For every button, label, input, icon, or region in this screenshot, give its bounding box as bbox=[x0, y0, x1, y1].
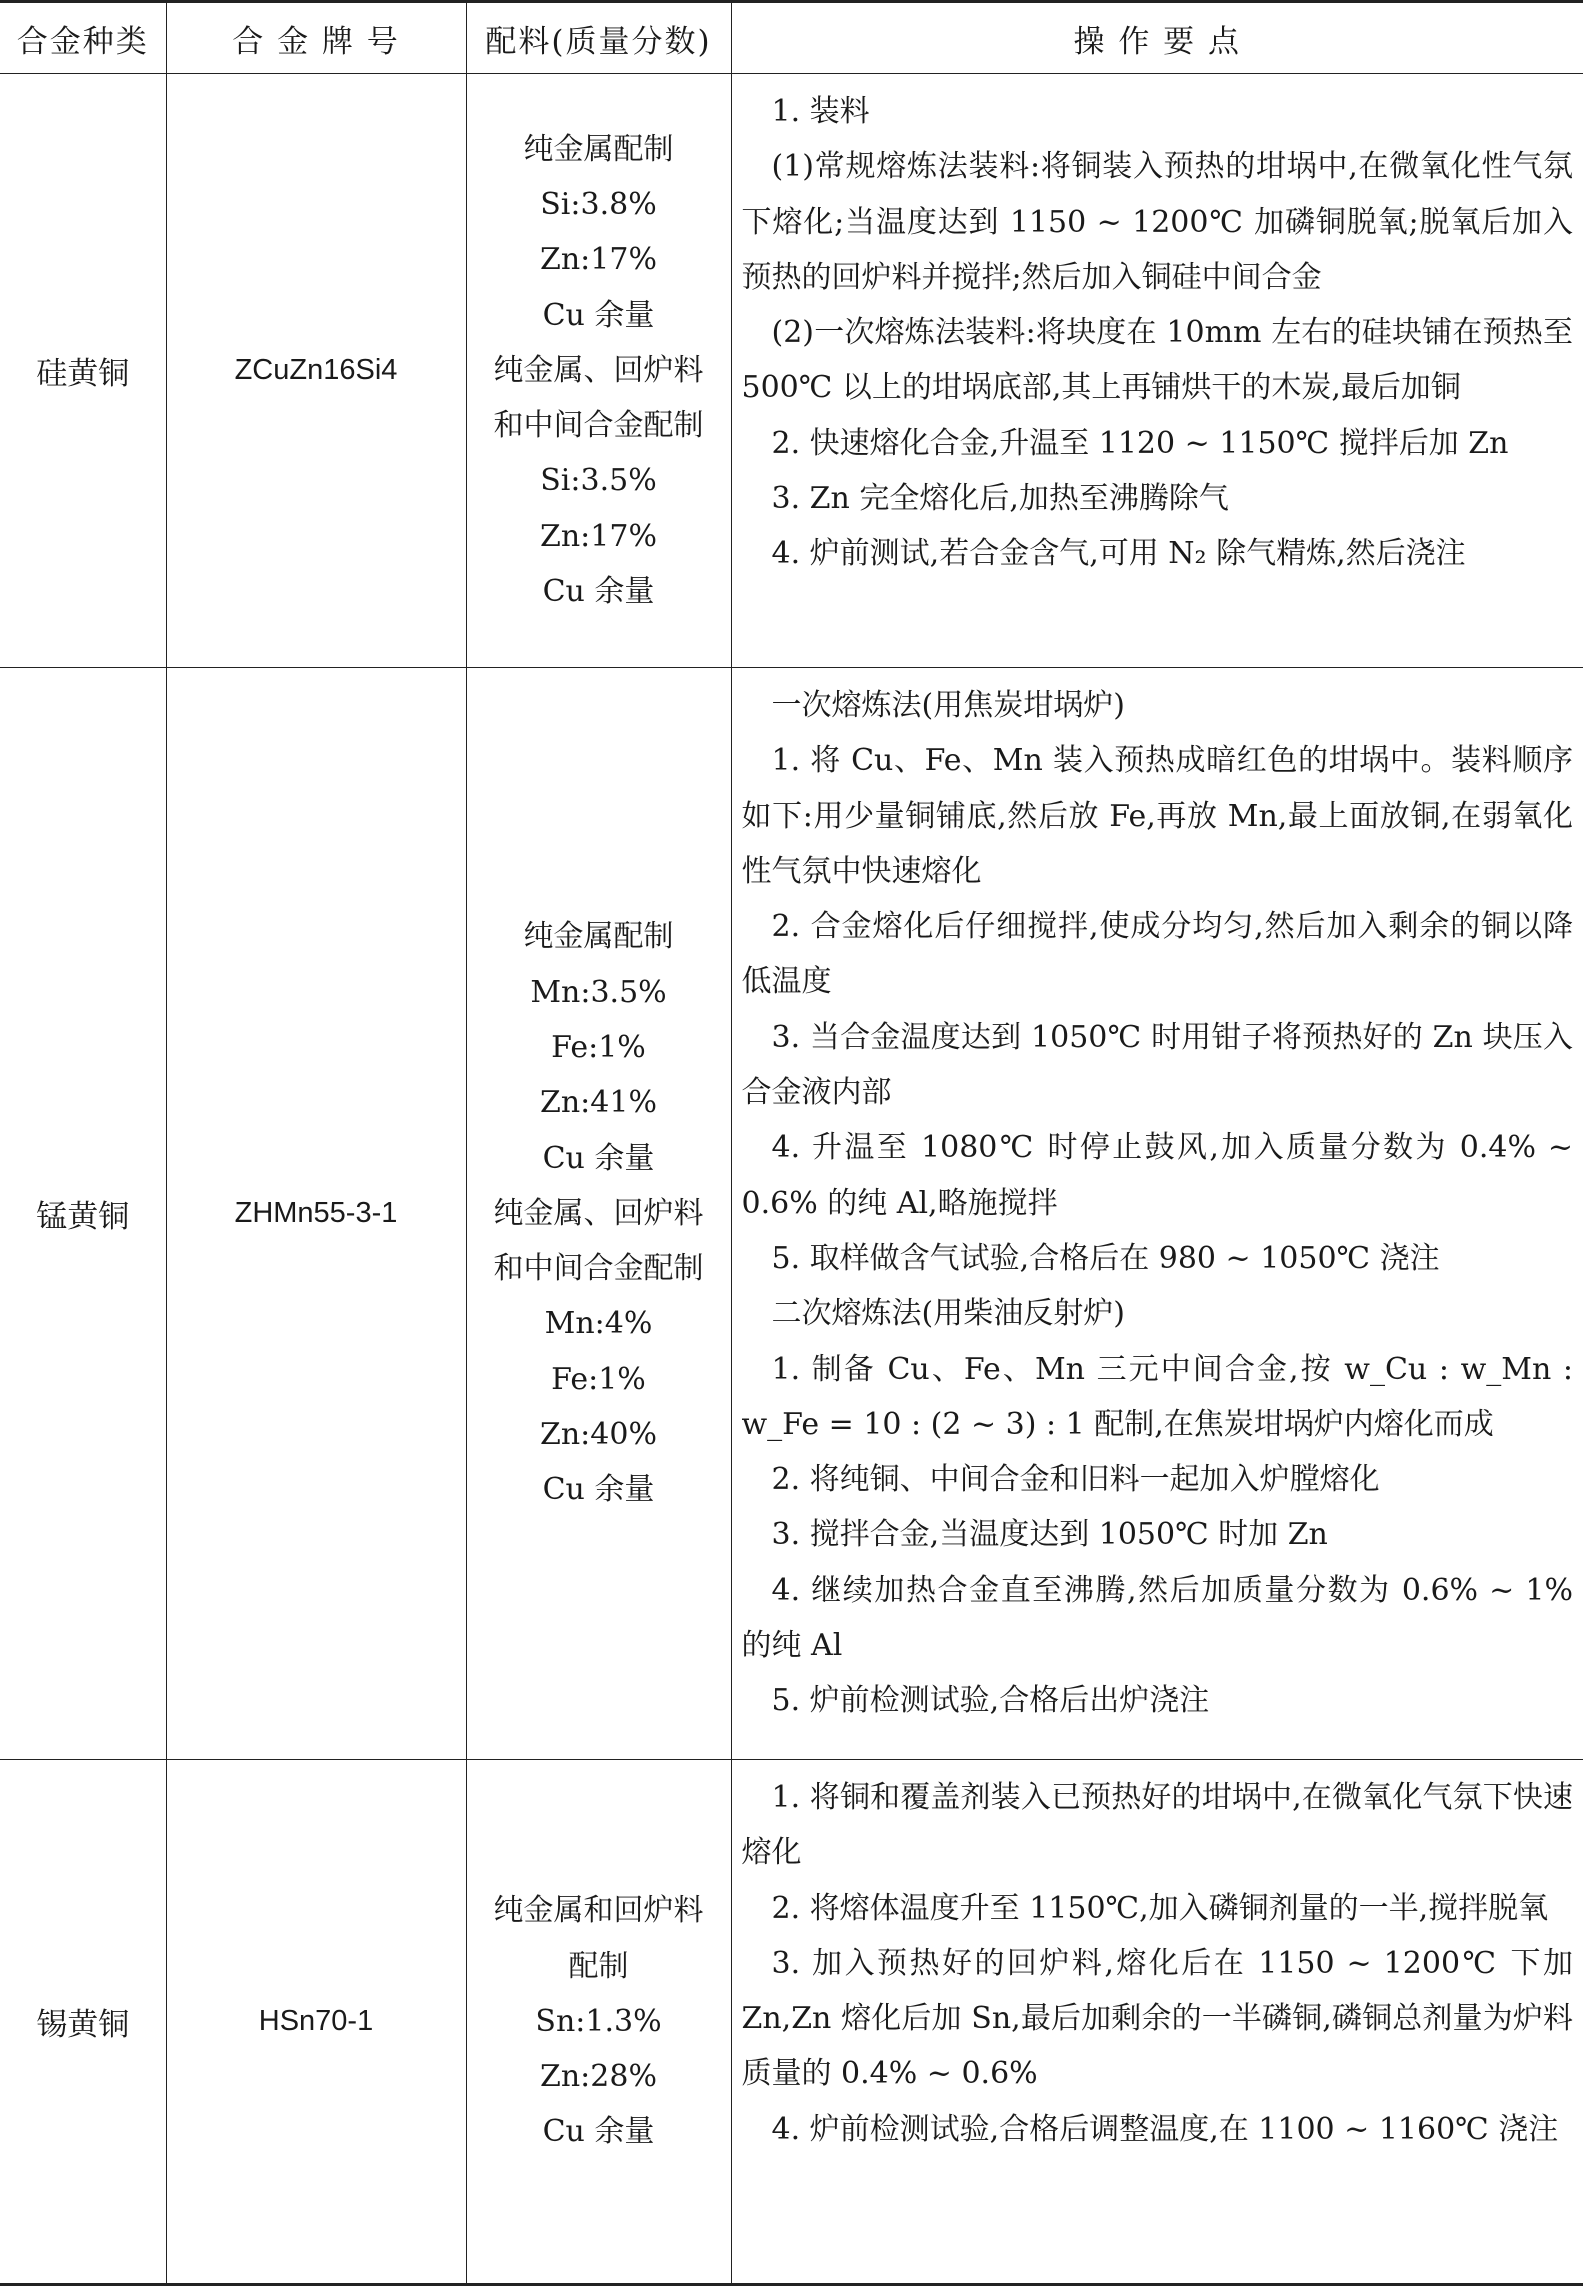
table-row bbox=[0, 74, 1583, 668]
alloy-kind-cell: 锡黄铜 bbox=[0, 1760, 166, 2285]
mix-line: Zn:17% bbox=[540, 242, 657, 278]
operation-points-cell bbox=[731, 74, 1583, 668]
operation-step: 2. 将纯铜、中间合金和旧料一起加入炉膛熔化 bbox=[771, 1462, 1380, 1498]
mix-ratio-cell bbox=[466, 1760, 731, 2285]
alloy-grade-cell: ZHMn55-3-1 bbox=[166, 668, 466, 1760]
operation-step: 3. 搅拌合金,当温度达到 1050℃ 时加 Zn bbox=[771, 1517, 1328, 1553]
mix-line: Fe:1% bbox=[551, 1361, 646, 1397]
table-row bbox=[0, 1760, 1583, 2285]
mix-line: Zn:28% bbox=[540, 2059, 657, 2095]
mix-line: Zn:40% bbox=[540, 1417, 657, 1453]
mix-line: 纯金属和回炉料 bbox=[493, 1893, 704, 1929]
mix-line: Mn:3.5% bbox=[530, 974, 667, 1010]
mix-line: Sn:1.3% bbox=[535, 2003, 662, 2039]
operation-step: 2. 将熔体温度升至 1150℃,加入磷铜剂量的一半,搅拌脱氧 bbox=[771, 1890, 1549, 1926]
operation-step: 4. 继续加热合金直至沸腾,然后加质量分数为 0.6% ~ 1% 的纯 Al bbox=[741, 1572, 1573, 1664]
alloy-grade-cell: ZCuZn16Si4 bbox=[166, 74, 466, 668]
operation-step: 2. 快速熔化合金,升温至 1120 ~ 1150℃ 搅拌后加 Zn bbox=[771, 425, 1509, 461]
operation-step: 一次熔炼法(用焦炭坩埚炉) bbox=[771, 688, 1125, 723]
operation-step: 3. 加入预热好的回炉料,熔化后在 1150 ~ 1200℃ 下加 Zn,Zn 熔化后加 Sn,最后加剩余的一半磷铜,磷铜总剂量为炉料质量的 0.4% ~ 0.6% bbox=[741, 1945, 1573, 2092]
mix-line: Cu 余量 bbox=[542, 297, 655, 333]
operation-step: 1. 制备 Cu、Fe、Mn 三元中间合金,按 w_Cu : w_Mn : w_Fe = 10 : (2 ~ 3) : 1 配制,在焦炭坩埚炉内熔化而成 bbox=[741, 1351, 1573, 1442]
table-row bbox=[0, 668, 1583, 1760]
header-alloy-kind: 合金种类 bbox=[0, 2, 166, 74]
operation-step: 2. 合金熔化后仔细搅拌,使成分均匀,然后加入剩余的铜以降低温度 bbox=[741, 909, 1573, 1000]
operation-step: 3. 当合金温度达到 1050℃ 时用钳子将预热好的 Zn 块压入合金液内部 bbox=[741, 1019, 1573, 1111]
operation-points-cell bbox=[731, 668, 1583, 1760]
operation-step: 3. Zn 完全熔化后,加热至沸腾除气 bbox=[771, 481, 1229, 517]
mix-line: Si:3.5% bbox=[540, 463, 657, 499]
mix-line: Si:3.8% bbox=[540, 186, 657, 222]
mix-ratio-cell bbox=[466, 74, 731, 668]
alloy-grade-cell: HSn70-1 bbox=[166, 1760, 466, 2285]
mix-line: 配制 bbox=[568, 1948, 629, 1984]
mix-line: Mn:4% bbox=[544, 1306, 653, 1342]
mix-ratio-cell bbox=[466, 668, 731, 1760]
operation-step: 5. 炉前检测试验,合格后出炉浇注 bbox=[771, 1683, 1210, 1719]
mix-line: 和中间合金配制 bbox=[493, 1251, 704, 1287]
operation-step: 4. 升温至 1080℃ 时停止鼓风,加入质量分数为 0.4% ~ 0.6% 的纯 Al,略施搅拌 bbox=[741, 1130, 1573, 1221]
mix-line: Cu 余量 bbox=[542, 574, 655, 610]
mix-line: 和中间合金配制 bbox=[493, 408, 704, 444]
mix-line: Zn:17% bbox=[540, 518, 657, 554]
operation-step: 4. 炉前检测试验,合格后调整温度,在 1100 ~ 1160℃ 浇注 bbox=[771, 2111, 1559, 2147]
operation-step: 4. 炉前测试,若合金含气,可用 N₂ 除气精炼,然后浇注 bbox=[771, 536, 1466, 572]
operation-step: (2)一次熔炼法装料:将块度在 10mm 左右的硅块铺在预热至 500℃ 以上的坩埚底部,其上再铺烘干的木炭,最后加铜 bbox=[741, 315, 1573, 406]
operation-step: 5. 取样做含气试验,合格后在 980 ~ 1050℃ 浇注 bbox=[771, 1240, 1440, 1276]
operation-step: 1. 装料 bbox=[771, 94, 870, 129]
mix-line: 纯金属配制 bbox=[523, 131, 674, 167]
mix-line: 纯金属、回炉料 bbox=[493, 352, 704, 388]
header-mix-ratio: 配料(质量分数) bbox=[466, 2, 731, 74]
operation-points-cell bbox=[731, 1760, 1583, 2285]
header-operation-points: 操 作 要 点 bbox=[731, 2, 1583, 74]
alloy-kind-cell: 锰黄铜 bbox=[0, 668, 166, 1760]
mix-line: Cu 余量 bbox=[542, 1140, 655, 1176]
operation-step: 1. 将铜和覆盖剂装入已预热好的坩埚中,在微氧化气氛下快速熔化 bbox=[741, 1780, 1573, 1871]
header-alloy-grade: 合 金 牌 号 bbox=[166, 2, 466, 74]
operation-step: 1. 将 Cu、Fe、Mn 装入预热成暗红色的坩埚中。装料顺序如下:用少量铜铺底,然后放 Fe,再放 Mn,最上面放铜,在弱氧化性气氛中快速熔化 bbox=[741, 743, 1573, 889]
header-row bbox=[0, 2, 1583, 74]
alloy-kind-cell: 硅黄铜 bbox=[0, 74, 166, 668]
mix-line: Cu 余量 bbox=[542, 2114, 655, 2150]
mix-line: 纯金属、回炉料 bbox=[493, 1195, 704, 1231]
operation-step: 二次熔炼法(用柴油反射炉) bbox=[771, 1296, 1125, 1332]
mix-line: Fe:1% bbox=[551, 1029, 646, 1065]
mix-line: Cu 余量 bbox=[542, 1472, 655, 1508]
mix-line: 纯金属配制 bbox=[523, 919, 674, 955]
operation-step: (1)常规熔炼法装料:将铜装入预热的坩埚中,在微氧化性气氛下熔化;当温度达到 1150 ~ 1200℃ 加磷铜脱氧;脱氧后加入预热的回炉料并搅拌;然后加入铜硅中间合金 bbox=[741, 149, 1573, 295]
mix-line: Zn:41% bbox=[540, 1085, 657, 1121]
